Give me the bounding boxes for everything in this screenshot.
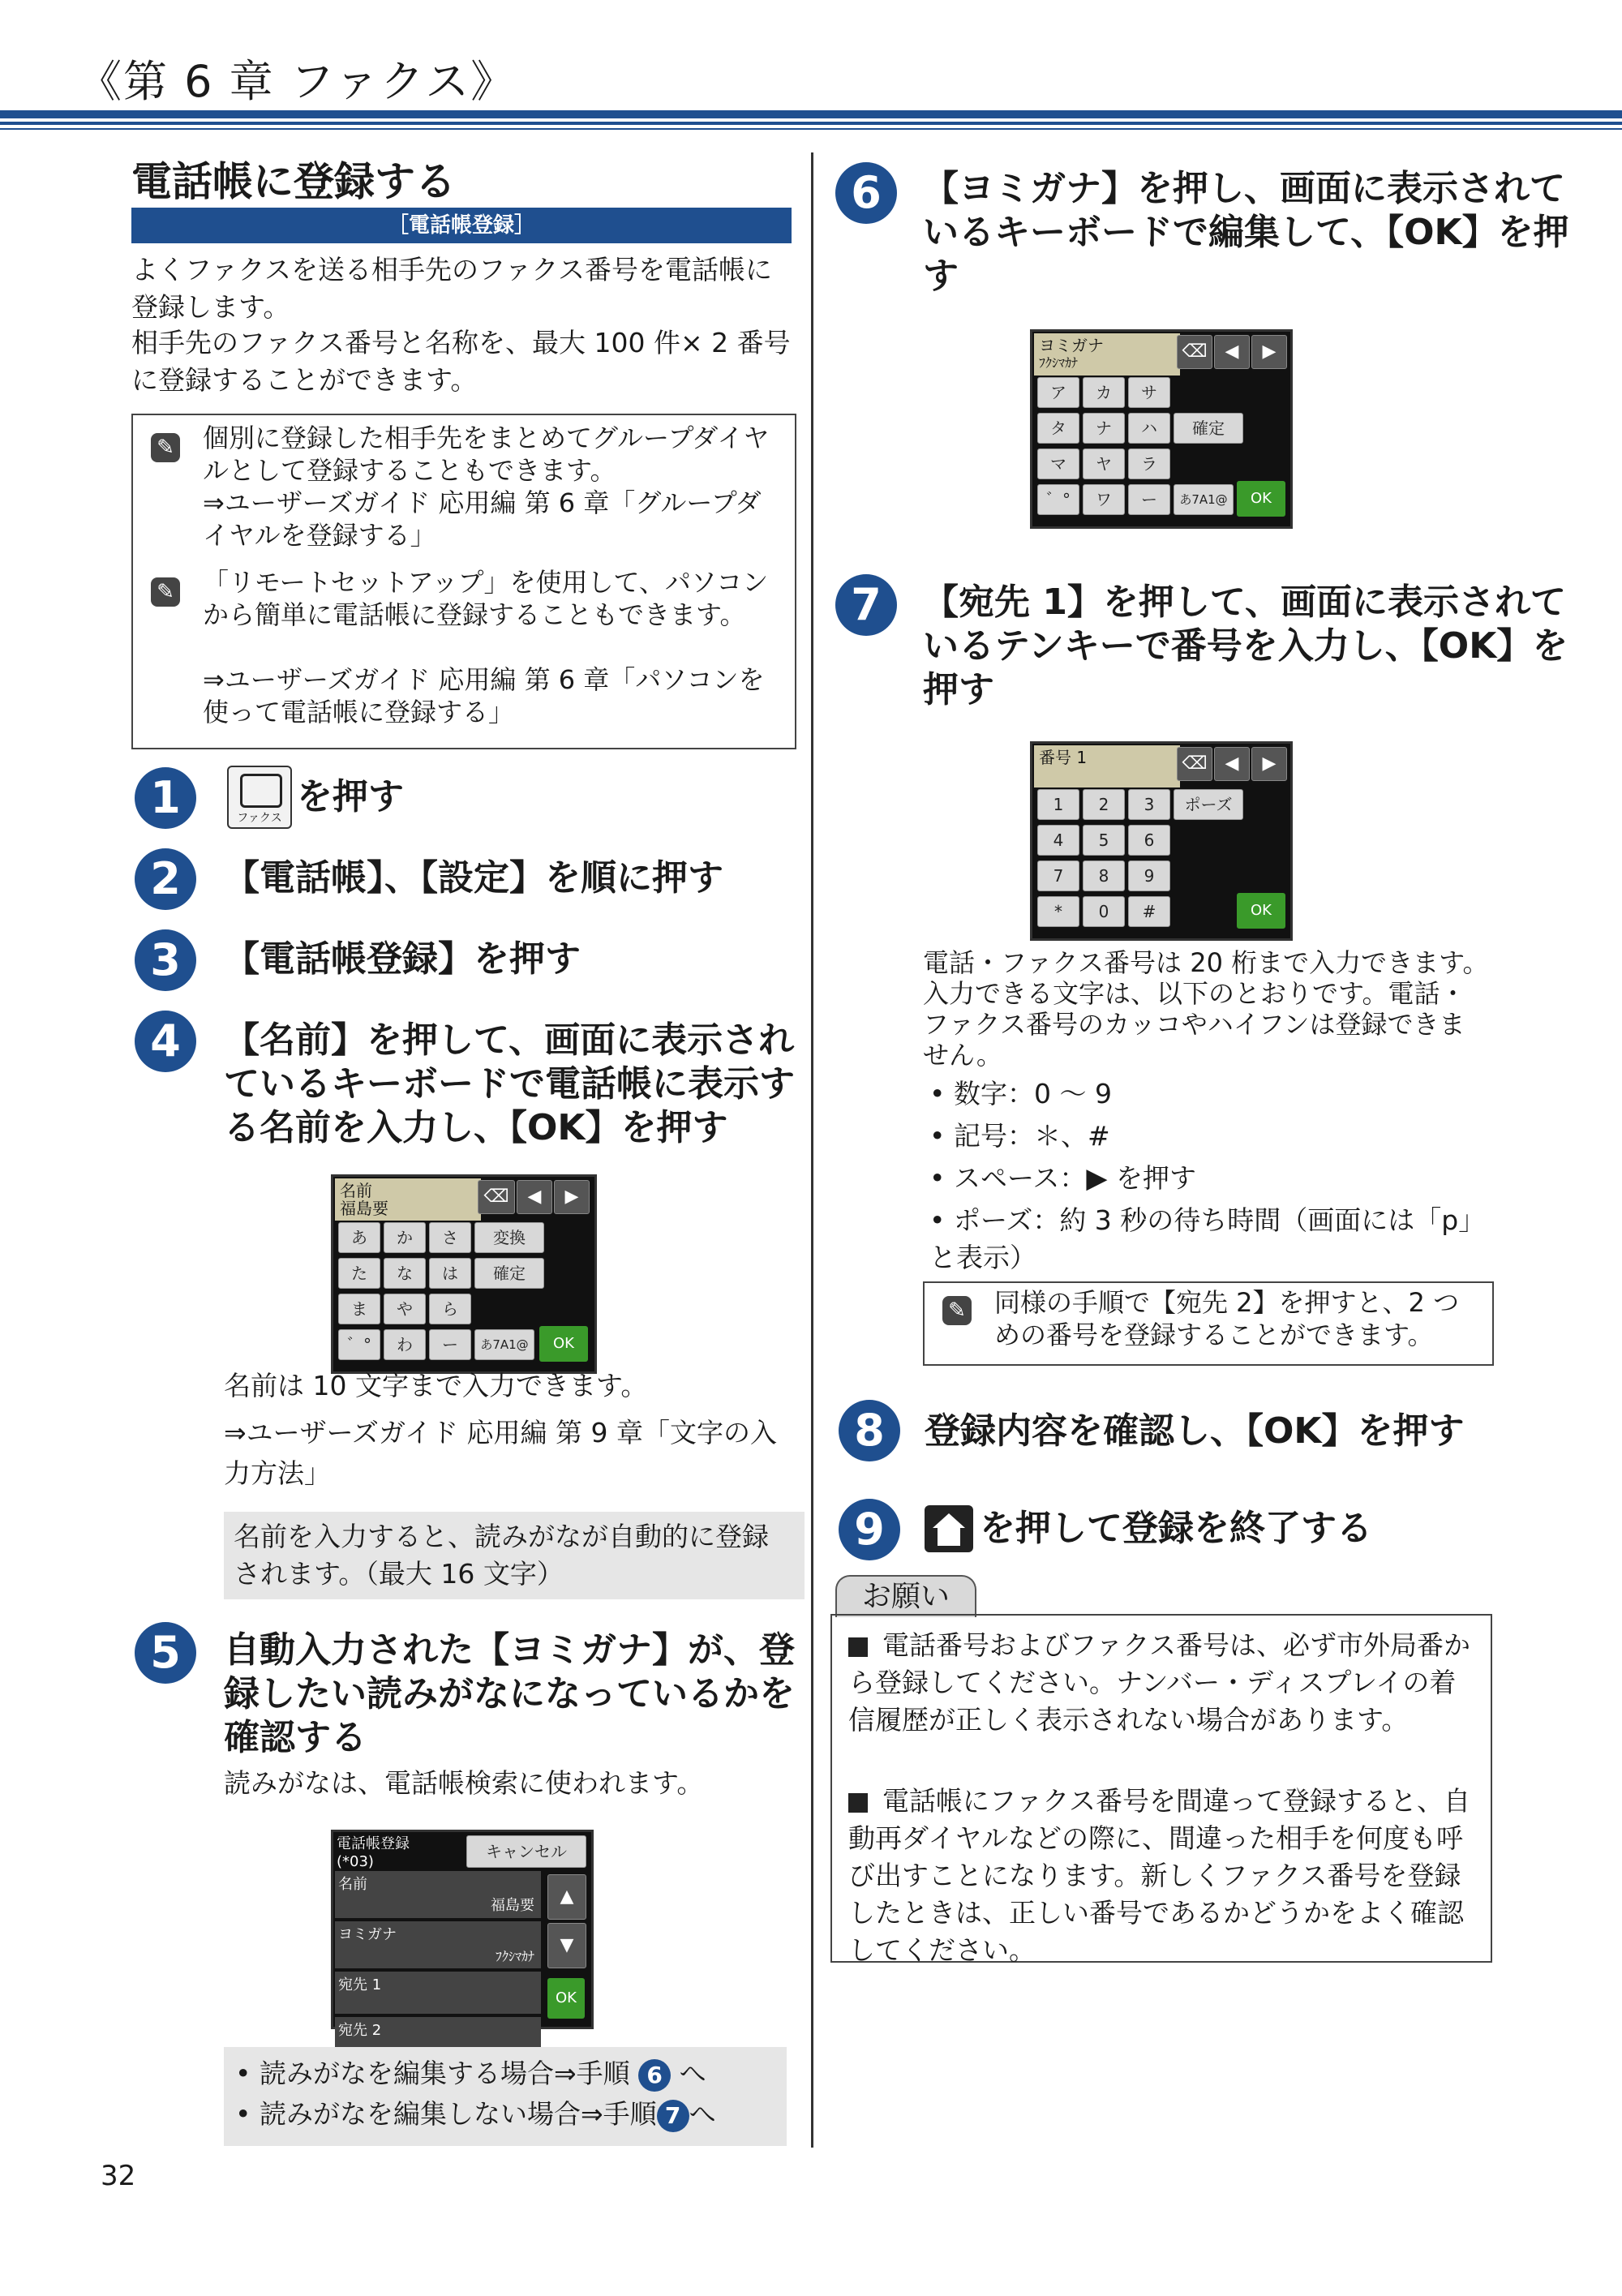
key[interactable]: マ <box>1037 448 1079 479</box>
pause-key[interactable]: ポーズ <box>1174 789 1243 820</box>
cancel-button[interactable]: キャンセル <box>466 1835 586 1868</box>
step-7-bullet-digits: • 数字：0 〜 9 <box>929 1078 1112 1109</box>
right-arrow-key[interactable]: ▶ <box>1251 747 1287 781</box>
memo-icon: ✎ <box>942 1296 972 1325</box>
reg-row-dest2[interactable]: 宛先 2 <box>335 2017 541 2049</box>
key[interactable]: ま <box>338 1294 380 1324</box>
home-icon <box>925 1505 973 1552</box>
step-ref-6: 6 <box>638 2059 671 2092</box>
lcd-number-field[interactable]: 番号 1 <box>1034 745 1180 788</box>
step-3-number: 3 <box>135 929 196 991</box>
header-rule <box>0 110 1622 118</box>
step-2-text: 【電話帳】、【設定】を順に押す <box>224 857 723 899</box>
step-ref-7: 7 <box>657 2100 689 2132</box>
memo-icon-2: ✎ <box>151 577 180 607</box>
key[interactable]: ア <box>1037 377 1079 408</box>
key[interactable]: ー <box>429 1329 471 1360</box>
right-arrow-key[interactable]: ▶ <box>1251 335 1287 369</box>
lcd-name-field[interactable]: 名前 福島要 <box>335 1178 481 1221</box>
step-5-number: 5 <box>135 1622 196 1684</box>
scroll-up-key[interactable]: ▲ <box>547 1874 586 1920</box>
key[interactable]: あ <box>338 1222 380 1253</box>
key[interactable]: 7 <box>1037 860 1079 891</box>
left-arrow-key[interactable]: ◀ <box>517 1180 552 1214</box>
section-bar: ［電話帳登録］ <box>131 208 792 243</box>
key[interactable]: 4 <box>1037 825 1079 856</box>
intro-2: 相手先のファクス番号と名称を、最大 100 件× 2 番号に登録することができます。 <box>131 327 791 396</box>
backspace-key[interactable]: ⌫ <box>1177 747 1212 781</box>
key[interactable]: ヤ <box>1083 448 1125 479</box>
reg-row-yomi[interactable]: ヨミガナ ﾌｸｼﾏｶﾅ <box>335 1921 541 1968</box>
lcd-yomi-screen <box>1030 329 1293 529</box>
step-7-number: 7 <box>835 574 897 636</box>
key[interactable]: 6 <box>1128 825 1170 856</box>
key[interactable]: 5 <box>1083 825 1125 856</box>
reg-screen-title: 電話帳登録 (*03) <box>337 1835 410 1870</box>
step-6-text: 【ヨミガナ】を押し、画面に表示されているキーボードで編集して、【OK】を押す <box>923 168 1569 297</box>
convert-key[interactable]: 変換 <box>474 1222 544 1253</box>
lcd-number-screen <box>1030 741 1293 941</box>
key[interactable]: 3 <box>1128 789 1170 820</box>
lcd-name-screen <box>331 1174 597 1374</box>
key[interactable]: 9 <box>1128 860 1170 891</box>
step-8-number: 8 <box>839 1400 900 1461</box>
header-rule-3 <box>0 128 1622 130</box>
key[interactable]: ラ <box>1128 448 1170 479</box>
key[interactable]: サ <box>1128 377 1170 408</box>
step-5-text: 自動入力された【ヨミガナ】が、登録したい読みがなになっているかを確認する <box>224 1629 795 1758</box>
backspace-key[interactable]: ⌫ <box>1177 335 1212 369</box>
step-2-number: 2 <box>135 848 196 910</box>
step-3-text: 【電話帳登録】を押す <box>224 938 581 980</box>
step-6-number: 6 <box>835 162 897 224</box>
key[interactable]: カ <box>1083 377 1125 408</box>
key[interactable]: * <box>1037 896 1079 927</box>
key[interactable]: わ <box>384 1329 426 1360</box>
memo-box <box>131 414 796 749</box>
key[interactable]: ー <box>1128 484 1170 515</box>
ok-key[interactable]: OK <box>1237 481 1285 517</box>
lcd-yomi-field[interactable]: ヨミガナ ﾌｸｼﾏｶﾅ <box>1034 333 1180 376</box>
ok-key[interactable]: OK <box>547 1978 585 2019</box>
step-4-note-1: 名前は 10 文字まで入力できます。 <box>224 1370 648 1401</box>
backspace-key[interactable]: ⌫ <box>478 1180 515 1214</box>
right-arrow-key[interactable]: ▶ <box>554 1180 590 1214</box>
key[interactable]: な <box>384 1258 426 1289</box>
mode-key[interactable]: あ7A1@ <box>474 1329 534 1360</box>
square-bullet-icon <box>848 1793 868 1813</box>
key[interactable]: さ <box>429 1222 471 1253</box>
step-7-bullet-symbols: • 記号：＊、# <box>929 1120 1110 1152</box>
chapter-title: 《第 6 章 ファクス》 <box>78 56 517 107</box>
caution-item-1: 電話番号およびファクス番号は、必ず市外局番から登録してください。ナンバー・ディスプレイの着信履歴が正しく表示されない場合があります。 <box>848 1629 1471 1736</box>
lcd-registration-screen <box>331 1830 594 2039</box>
key[interactable]: や <box>384 1294 426 1324</box>
confirm-key[interactable]: 確定 <box>474 1258 544 1289</box>
memo-item-2: 「リモートセットアップ」を使用して、パソコンから簡単に電話帳に登録することもできます。 <box>203 567 769 630</box>
ok-key[interactable]: OK <box>539 1326 588 1362</box>
confirm-key[interactable]: 確定 <box>1174 413 1243 444</box>
key[interactable]: は <box>429 1258 471 1289</box>
key[interactable]: ら <box>429 1294 471 1324</box>
caution-box <box>830 1614 1492 1966</box>
step-7-memo-text: 同様の手順で【宛先 2】を押すと、2 つめの番号を登録することができます。 <box>994 1287 1460 1350</box>
reg-row-name[interactable]: 名前 福島要 <box>335 1871 541 1918</box>
key[interactable]: ナ <box>1083 413 1125 444</box>
reg-row-dest1[interactable]: 宛先 1 <box>335 1972 541 2014</box>
header-rule-2 <box>0 122 1622 125</box>
key[interactable]: ゛° <box>338 1329 380 1360</box>
option-edit: • 読みがなを編集する場合⇒手順 6 へ <box>235 2055 706 2092</box>
step-7-bullet-space: • スペース：▶ を押す <box>929 1162 1196 1195</box>
play-icon: ▶ <box>1086 1162 1108 1195</box>
step-5-note: 読みがなは、電話帳検索に使われます。 <box>224 1767 704 1799</box>
section-title: 電話帳に登録する <box>131 158 456 205</box>
square-bullet-icon <box>848 1637 868 1657</box>
key[interactable]: 2 <box>1083 789 1125 820</box>
mode-key[interactable]: あ7A1@ <box>1174 484 1234 515</box>
ok-key[interactable]: OK <box>1237 893 1285 929</box>
step-1-number: 1 <box>135 767 196 829</box>
left-arrow-key[interactable]: ◀ <box>1214 335 1250 369</box>
page-number: 32 <box>101 2160 136 2192</box>
step-5-options <box>224 2047 787 2146</box>
step-4-number: 4 <box>135 1011 196 1072</box>
step-8-text: 登録内容を確認し、【OK】を押す <box>925 1410 1465 1452</box>
intro-1: よくファクスを送る相手先のファクス番号を電話帳に登録します。 <box>131 254 773 323</box>
step-7-note: 電話・ファクス番号は 20 桁まで入力できます。入力できる文字は、以下のとおりです。電話・ファクス番号のカッコやハイフンは登録できません。 <box>923 947 1489 1071</box>
step-4-text: 【名前】を押して、画面に表示されているキーボードで電話帳に表示する名前を入力し、【OK】を押す <box>224 1019 795 1148</box>
caution-tab: お願い <box>835 1575 976 1617</box>
step-9-text: を押して登録を終了する <box>980 1508 1372 1549</box>
step-7-bullet-pause: • ポーズ：約 3 秒の待ち時間（画面には「p」と表示） <box>929 1204 1486 1273</box>
option-no-edit: • 読みがなを編集しない場合⇒手順 7 へ <box>235 2096 716 2133</box>
key[interactable]: ゛° <box>1037 484 1079 515</box>
left-arrow-key[interactable]: ◀ <box>1214 747 1250 781</box>
step-7-memo <box>923 1281 1494 1366</box>
key[interactable]: 0 <box>1083 896 1125 927</box>
key[interactable]: タ <box>1037 413 1079 444</box>
step-4-gray-note: 名前を入力すると、読みがなが自動的に登録されます。（最大 16 文字） <box>224 1512 805 1599</box>
key[interactable]: 1 <box>1037 789 1079 820</box>
fax-button-icon: ファクス <box>227 766 292 829</box>
caution-item-2: 電話帳にファクス番号を間違って登録すると、自動再ダイヤルなどの際に、間違った相手を何度も呼び出すことになります。新しくファクス番号を登録したときは、正しい番号であるかどうかをよく確認してください。 <box>848 1785 1471 1966</box>
key[interactable]: ハ <box>1128 413 1170 444</box>
key[interactable]: か <box>384 1222 426 1253</box>
memo-ref-1: ⇒ユーザーズガイド 応用編 第 6 章「グループダイヤルを登録する」 <box>203 487 762 551</box>
step-1-text: を押す <box>297 776 404 818</box>
column-divider <box>811 152 813 2148</box>
key[interactable]: # <box>1128 896 1170 927</box>
key[interactable]: た <box>338 1258 380 1289</box>
key[interactable]: 8 <box>1083 860 1125 891</box>
key[interactable]: ワ <box>1083 484 1125 515</box>
step-9-number: 9 <box>839 1499 900 1560</box>
step-4-note-2: ⇒ユーザーズガイド 応用編 第 9 章「文字の入力方法」 <box>224 1417 777 1489</box>
memo-item-1: 個別に登録した相手先をまとめてグループダイヤルとして登録することもできます。 <box>203 423 770 486</box>
memo-icon: ✎ <box>151 433 180 462</box>
step-7-text: 【宛先 1】を押して、画面に表示されているテンキーで番号を入力し、【OK】を押す <box>923 582 1568 710</box>
memo-ref-2: ⇒ユーザーズガイド 応用編 第 6 章「パソコンを使って電話帳に登録する」 <box>203 664 765 727</box>
scroll-down-key[interactable]: ▼ <box>547 1923 586 1968</box>
